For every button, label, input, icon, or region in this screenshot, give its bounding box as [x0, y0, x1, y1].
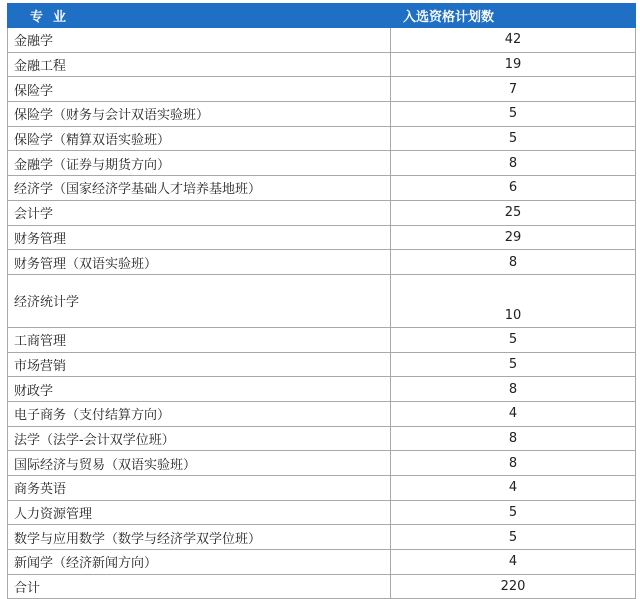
count-cell: 7: [391, 77, 636, 102]
major-cell: 会计学: [8, 200, 391, 225]
table-row: [8, 151, 636, 176]
major-cell: 经济统计学: [8, 274, 391, 327]
table-row: [8, 352, 636, 377]
total-row: [8, 574, 636, 599]
table-row: [8, 52, 636, 77]
table-row: [8, 126, 636, 151]
total-label: 合计: [8, 574, 391, 599]
count-cell: 8: [391, 250, 636, 275]
major-cell: 商务英语: [8, 476, 391, 501]
count-cell: 8: [391, 151, 636, 176]
table-row: [8, 451, 636, 476]
table-row: [8, 476, 636, 501]
count-cell: 5: [391, 352, 636, 377]
table-row: [8, 250, 636, 275]
header-plan-count: 入选资格计划数: [391, 4, 636, 28]
table-row: [8, 401, 636, 426]
table-row: [8, 550, 636, 575]
count-cell: 42: [391, 28, 636, 53]
table-header-row: [8, 4, 636, 28]
count-cell: 4: [391, 476, 636, 501]
major-cell: 人力资源管理: [8, 500, 391, 525]
table-row: [8, 426, 636, 451]
admission-plan-table: [7, 3, 636, 599]
count-cell: 10: [391, 274, 636, 327]
count-cell: 5: [391, 102, 636, 127]
major-cell: 金融学（证券与期货方向）: [8, 151, 391, 176]
major-cell: 金融工程: [8, 52, 391, 77]
count-cell: 8: [391, 451, 636, 476]
count-cell: 25: [391, 200, 636, 225]
major-cell: 保险学（精算双语实验班）: [8, 126, 391, 151]
count-cell: 4: [391, 550, 636, 575]
table-row: [8, 28, 636, 53]
table-row: [8, 102, 636, 127]
count-cell: 6: [391, 176, 636, 201]
table-row: [8, 274, 636, 327]
table-row: [8, 176, 636, 201]
count-cell: 5: [391, 126, 636, 151]
table-row: [8, 327, 636, 352]
major-cell: 保险学（财务与会计双语实验班）: [8, 102, 391, 127]
major-cell: 金融学: [8, 28, 391, 53]
major-cell: 数学与应用数学（数学与经济学双学位班）: [8, 525, 391, 550]
major-cell: 国际经济与贸易（双语实验班）: [8, 451, 391, 476]
major-cell: 法学（法学-会计双学位班）: [8, 426, 391, 451]
table-row: [8, 200, 636, 225]
count-cell: 19: [391, 52, 636, 77]
header-major: 专业: [8, 4, 391, 28]
major-cell: 经济学（国家经济学基础人才培养基地班）: [8, 176, 391, 201]
major-cell: 市场营销: [8, 352, 391, 377]
table-row: [8, 225, 636, 250]
count-cell: 29: [391, 225, 636, 250]
major-cell: 电子商务（支付结算方向）: [8, 401, 391, 426]
table-row: [8, 525, 636, 550]
count-cell: 8: [391, 426, 636, 451]
table-row: [8, 77, 636, 102]
major-cell: 工商管理: [8, 327, 391, 352]
count-cell: 5: [391, 500, 636, 525]
count-cell: 5: [391, 327, 636, 352]
major-cell: 保险学: [8, 77, 391, 102]
major-cell: 财务管理（双语实验班）: [8, 250, 391, 275]
count-cell: 8: [391, 377, 636, 402]
major-cell: 新闻学（经济新闻方向）: [8, 550, 391, 575]
count-cell: 4: [391, 401, 636, 426]
count-cell: 5: [391, 525, 636, 550]
total-count: 220: [391, 574, 636, 599]
major-cell: 财务管理: [8, 225, 391, 250]
table-row: [8, 500, 636, 525]
major-cell: 财政学: [8, 377, 391, 402]
table-row: [8, 377, 636, 402]
